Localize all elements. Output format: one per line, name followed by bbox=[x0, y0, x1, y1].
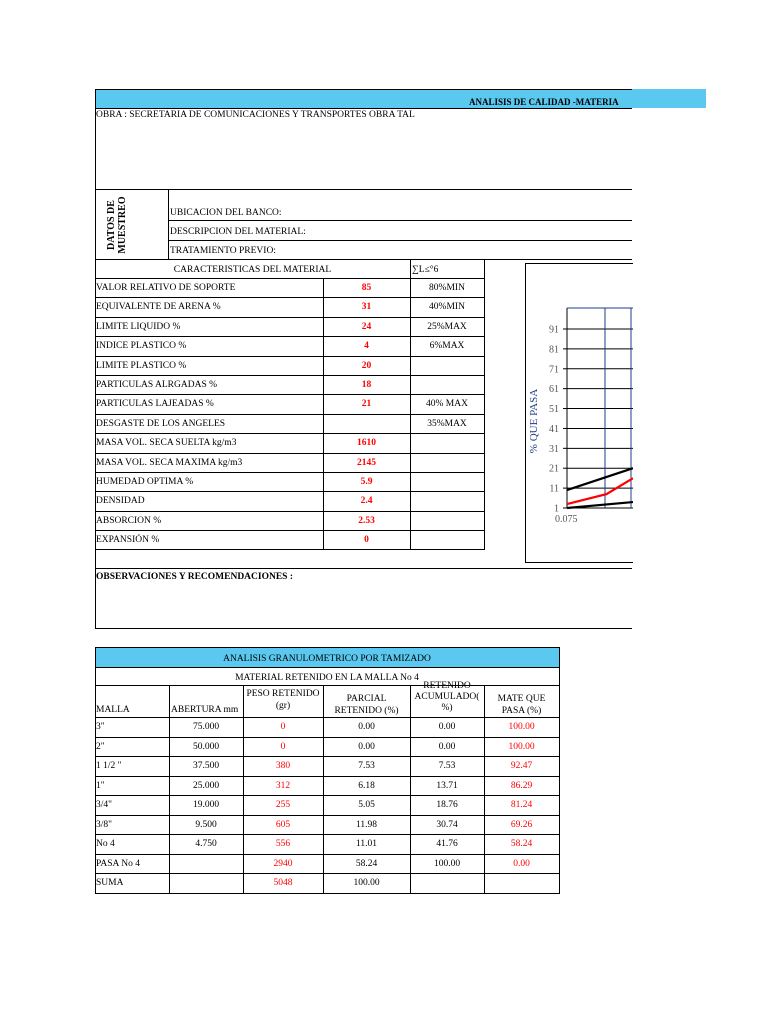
malla-cell: 3" bbox=[96, 722, 105, 732]
obra-label: OBRA : SECRETARIA DE COMUNICACIONES Y TRANSPORTES OBRA TAL bbox=[96, 110, 415, 120]
parcial-cell: 7.53 bbox=[358, 761, 375, 771]
col-parcial: PARCIAL RETENIDO (%) bbox=[334, 694, 399, 716]
caracteristica-value: 31 bbox=[361, 302, 372, 313]
caracteristica-label: DENSIDAD bbox=[96, 496, 145, 507]
caracteristica-limit: 6%MAX bbox=[429, 341, 465, 352]
acumulado-cell: 18.76 bbox=[436, 800, 458, 810]
parcial-cell: 58.24 bbox=[355, 858, 378, 869]
descripcion-label: DESCRIPCION DEL MATERIAL: bbox=[170, 227, 306, 237]
row-divider bbox=[95, 776, 560, 777]
malla-cell: 2" bbox=[96, 741, 105, 752]
chart-ytick-label: 91 bbox=[549, 324, 559, 336]
chart-ytick-label: 1 bbox=[554, 503, 559, 515]
abertura-cell: 37.500 bbox=[192, 761, 220, 771]
caracteristica-label: HUMEDAD OPTIMA % bbox=[96, 477, 194, 487]
caracteristicas-table bbox=[95, 259, 485, 550]
caracteristica-limit: 80%MIN bbox=[429, 283, 465, 293]
abertura-cell: 19.000 bbox=[192, 800, 220, 810]
peso-cell: 0 bbox=[280, 722, 286, 732]
caracteristica-label: MASA VOL. SECA MAXIMA kg/m3 bbox=[96, 457, 243, 468]
chart-ytick-label: 61 bbox=[549, 384, 559, 396]
row-divider bbox=[95, 795, 560, 796]
caracteristica-limit: 25%MAX bbox=[427, 321, 467, 332]
peso-cell: 2940 bbox=[273, 858, 293, 869]
row-divider bbox=[95, 756, 560, 757]
parcial-cell: 0.00 bbox=[358, 741, 375, 752]
row-divider bbox=[95, 336, 485, 337]
chart-ytick-label: 81 bbox=[549, 344, 559, 356]
caracteristica-value: 2145 bbox=[357, 457, 376, 468]
caracteristica-label: INDICE PLASTICO % bbox=[96, 341, 187, 352]
caracteristica-label: LIMITE PLASTICO % bbox=[96, 360, 187, 371]
peso-cell: 5048 bbox=[273, 878, 293, 888]
col-acumulado: RETENIDO ACUMULADO( %) bbox=[414, 681, 480, 713]
chart-ytick-label: 21 bbox=[549, 463, 559, 475]
caracteristica-value: 18 bbox=[361, 380, 372, 390]
abertura-cell: 25.000 bbox=[192, 780, 220, 791]
caracteristica-limit: 40%MIN bbox=[429, 302, 465, 313]
caracteristica-label: DESGASTE DE LOS ANGELES bbox=[96, 418, 226, 429]
caracteristica-label: ABSORCION % bbox=[96, 515, 162, 526]
row-divider bbox=[95, 491, 485, 492]
peso-cell: 312 bbox=[275, 780, 291, 791]
row-divider bbox=[95, 737, 560, 738]
col-malla: MALLA bbox=[96, 705, 130, 715]
col-pasa: MATE QUE PASA (%) bbox=[497, 694, 546, 716]
chart-series-line bbox=[567, 468, 633, 490]
peso-cell: 255 bbox=[275, 800, 291, 810]
pasa-cell: 86.29 bbox=[510, 780, 533, 791]
chart-ytick-label: 31 bbox=[549, 443, 559, 455]
granulometric-chart bbox=[525, 263, 633, 563]
chart-series-line bbox=[567, 478, 633, 504]
granulometria-table bbox=[95, 647, 560, 893]
acumulado-cell: 13.71 bbox=[436, 780, 458, 791]
row-divider bbox=[95, 394, 485, 395]
caracteristica-label: EXPANSIÓN % bbox=[96, 535, 160, 546]
muestreo-side-label: DATOS DE MUESTREO bbox=[106, 196, 128, 254]
caracteristica-limit: 40% MAX bbox=[426, 399, 468, 410]
col-abertura: ABERTURA mm bbox=[171, 705, 239, 715]
row-divider bbox=[95, 873, 560, 874]
parcial-cell: 6.18 bbox=[358, 780, 375, 791]
parcial-cell: 11.01 bbox=[355, 839, 378, 849]
chart-ytick-label: 51 bbox=[549, 404, 559, 416]
caracteristica-value: 24 bbox=[361, 321, 372, 332]
report-title: ANALISIS DE CALIDAD -MATERIA bbox=[469, 97, 619, 107]
chart-ytick-label: 41 bbox=[549, 423, 559, 435]
malla-cell: PASA No 4 bbox=[96, 858, 141, 869]
row-divider bbox=[95, 530, 485, 531]
row-divider bbox=[95, 297, 485, 298]
abertura-cell: 4.750 bbox=[195, 839, 217, 849]
limit-header: ∑L≤°6 bbox=[412, 265, 439, 275]
pasa-cell: 69.26 bbox=[510, 819, 533, 830]
caracteristicas-header: CARACTERISTICAS DEL MATERIAL bbox=[173, 265, 332, 275]
caracteristica-value: 4 bbox=[364, 341, 369, 352]
chart-ytick-label: 71 bbox=[549, 364, 559, 376]
caracteristica-limit: 35%MAX bbox=[427, 418, 467, 429]
malla-cell: 1 1/2 " bbox=[96, 761, 122, 771]
row-divider bbox=[95, 317, 485, 318]
tratamiento-label: TRATAMIENTO PREVIO: bbox=[170, 246, 276, 256]
acumulado-cell: 30.74 bbox=[436, 819, 458, 830]
caracteristica-value: 21 bbox=[361, 399, 372, 410]
pasa-cell: 81.24 bbox=[510, 800, 533, 810]
chart-xtick-label: 0.075 bbox=[555, 514, 578, 525]
row-divider bbox=[95, 414, 485, 415]
malla-cell: 3/8" bbox=[96, 819, 113, 830]
malla-cell: SUMA bbox=[96, 878, 124, 888]
parcial-cell: 0.00 bbox=[358, 722, 375, 732]
granulometria-subtitle: MATERIAL RETENIDO EN LA MALLA No 4 bbox=[235, 673, 419, 683]
caracteristica-label: LIMITE LIQUIDO % bbox=[96, 321, 181, 332]
col-peso: PESO RETENIDO (gr) bbox=[246, 689, 320, 711]
malla-cell: 3/4" bbox=[96, 800, 113, 810]
acumulado-cell: 100.00 bbox=[433, 858, 461, 869]
row-divider bbox=[95, 472, 485, 473]
acumulado-cell: 0.00 bbox=[438, 741, 456, 752]
malla-cell: 1" bbox=[96, 780, 105, 791]
acumulado-cell: 0.00 bbox=[438, 722, 456, 732]
peso-cell: 0 bbox=[280, 741, 286, 752]
row-divider bbox=[95, 854, 560, 855]
peso-cell: 556 bbox=[275, 839, 291, 849]
caracteristica-label: EQUIVALENTE DE ARENA % bbox=[96, 302, 221, 313]
abertura-cell: 50.000 bbox=[192, 741, 220, 752]
caracteristica-value: 2.4 bbox=[360, 496, 373, 507]
pasa-cell: 100.00 bbox=[508, 741, 535, 752]
caracteristica-value: 20 bbox=[361, 360, 372, 371]
chart-series-line bbox=[567, 502, 633, 508]
caracteristica-label: MASA VOL. SECA SUELTA kg/m3 bbox=[96, 438, 237, 449]
chart-svg bbox=[525, 263, 633, 563]
caracteristica-label: PARTICULAS LAJEADAS % bbox=[96, 399, 214, 410]
caracteristica-label: VALOR RELATIVO DE SOPORTE bbox=[96, 283, 236, 293]
acumulado-cell: 7.53 bbox=[438, 761, 456, 771]
row-divider bbox=[95, 356, 485, 357]
row-divider bbox=[95, 834, 560, 835]
parcial-cell: 5.05 bbox=[358, 800, 375, 810]
pasa-cell: 0.00 bbox=[513, 858, 530, 869]
row-divider bbox=[95, 511, 485, 512]
chart-ytick-label: 11 bbox=[549, 483, 559, 495]
row-divider bbox=[95, 375, 485, 376]
parcial-cell: 100.00 bbox=[353, 878, 380, 888]
acumulado-cell: 41.76 bbox=[436, 839, 458, 849]
malla-cell: No 4 bbox=[96, 839, 115, 849]
ubicacion-label: UBICACION DEL BANCO: bbox=[170, 208, 282, 218]
row-divider bbox=[95, 433, 485, 434]
row-divider bbox=[95, 815, 560, 816]
row-divider bbox=[95, 893, 560, 894]
caracteristica-value: 1610 bbox=[357, 438, 376, 449]
observaciones-title: OBSERVACIONES Y RECOMENDACIONES : bbox=[96, 572, 293, 582]
parcial-cell: 11.98 bbox=[355, 819, 378, 830]
caracteristica-value: 2.53 bbox=[358, 515, 375, 526]
caracteristica-value: 0 bbox=[364, 535, 369, 546]
abertura-cell: 9.500 bbox=[195, 819, 217, 830]
pasa-cell: 58.24 bbox=[510, 839, 533, 849]
chart-ylabel: % QUE PASA bbox=[528, 388, 540, 454]
caracteristica-value: 85 bbox=[361, 283, 372, 293]
peso-cell: 605 bbox=[275, 819, 291, 830]
granulometria-title: ANALISIS GRANULOMETRICO POR TAMIZADO bbox=[223, 654, 431, 664]
pasa-cell: 100.00 bbox=[508, 722, 535, 732]
caracteristica-value: 5.9 bbox=[360, 477, 373, 487]
abertura-cell: 75.000 bbox=[192, 722, 220, 732]
caracteristica-label: PARTICULAS ALRGADAS % bbox=[96, 380, 218, 390]
peso-cell: 380 bbox=[275, 761, 291, 771]
row-divider bbox=[95, 453, 485, 454]
pasa-cell: 92.47 bbox=[510, 761, 533, 771]
